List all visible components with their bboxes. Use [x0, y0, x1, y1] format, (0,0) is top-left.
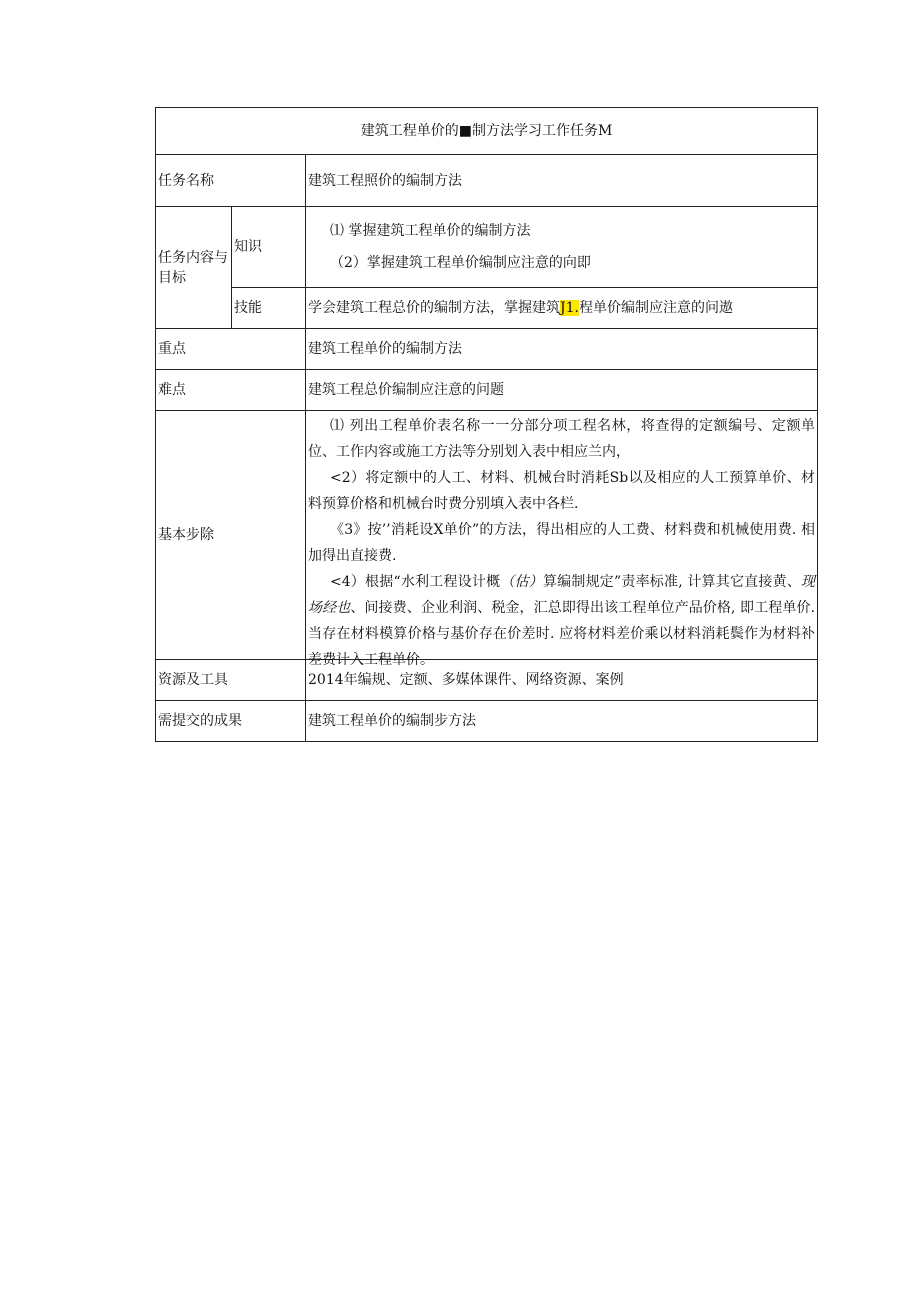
difficulty-label: 难点	[156, 370, 306, 411]
deliverable-value: 建筑工程单价的编制步方法	[306, 701, 818, 742]
skill-label: 技能	[232, 288, 306, 329]
resources-value: 2014年编规、定额、多媒体课件、网络资源、案例	[306, 660, 818, 701]
step-text: 算编制规定”责率标准, 计算其它直接黄、	[542, 574, 802, 590]
skill-text-tail: 程单价编制应注意的问遨	[578, 300, 733, 316]
step-text: 、间接费、企业利润、税金，汇总即得出该工程单位产品价格, 即工程单价. 当存在材料模算价格与基价存在价差时. 应将材料差价乘以材料消耗鬓作为材料补差费计入工程单价。	[308, 600, 816, 668]
knowledge-label: 知识	[232, 207, 306, 288]
key-point-value: 建筑工程单价的编制方法	[306, 329, 818, 370]
step-paragraph: 《3》按’’消耗设X单价”的方法，得出相应的人工费、材料费和机械使用费. 相加得出直接费.	[308, 522, 816, 564]
knowledge-item: ⑴ 掌握建筑工程单价的编制方法	[330, 223, 531, 239]
knowledge-item: （2）掌握建筑工程单价编制应注意的向即	[330, 255, 591, 271]
task-content-label: 任务内容与目标	[156, 207, 232, 329]
step-paragraph: ⑴ 列出工程单价表名称一一分部分项工程名林，将查得的定额编号、定额单位、工作内容或施工方法等分别划入表中相应兰内，	[308, 418, 816, 460]
skill-text: 学会建筑工程总价的编制方法，掌握建筑	[308, 300, 560, 316]
steps-label: 基本步除	[156, 411, 306, 660]
steps-content	[308, 411, 816, 668]
difficulty-value: 建筑工程总价编制应注意的问题	[306, 370, 818, 411]
step-paragraph	[308, 569, 815, 673]
step-text-italic: （估）	[500, 574, 543, 590]
knowledge-value	[306, 207, 818, 288]
step-text-italic: 现场经也	[308, 574, 816, 616]
deliverable-label: 需提交的成果	[156, 701, 306, 742]
resources-label: 资源及工具	[156, 660, 306, 701]
step-paragraph: <2）将定额中的人工、材料、机械台时消耗Sb以及相应的人工预算单价、材料预算价格和机械台时费分别填入表中各栏.	[308, 470, 816, 512]
steps-value	[306, 411, 818, 668]
task-name-value: 建筑工程照价的编制方法	[306, 155, 818, 207]
table-title: 建筑工程单价的■制方法学习工作任务M	[156, 108, 818, 155]
highlight-mark: J1.	[560, 300, 579, 316]
skill-value	[306, 288, 818, 329]
task-name-label: 任务名称	[156, 155, 306, 207]
step-text: <4）根据“水利工程设计概	[330, 574, 501, 590]
task-table	[155, 107, 818, 742]
key-point-label: 重点	[156, 329, 306, 370]
